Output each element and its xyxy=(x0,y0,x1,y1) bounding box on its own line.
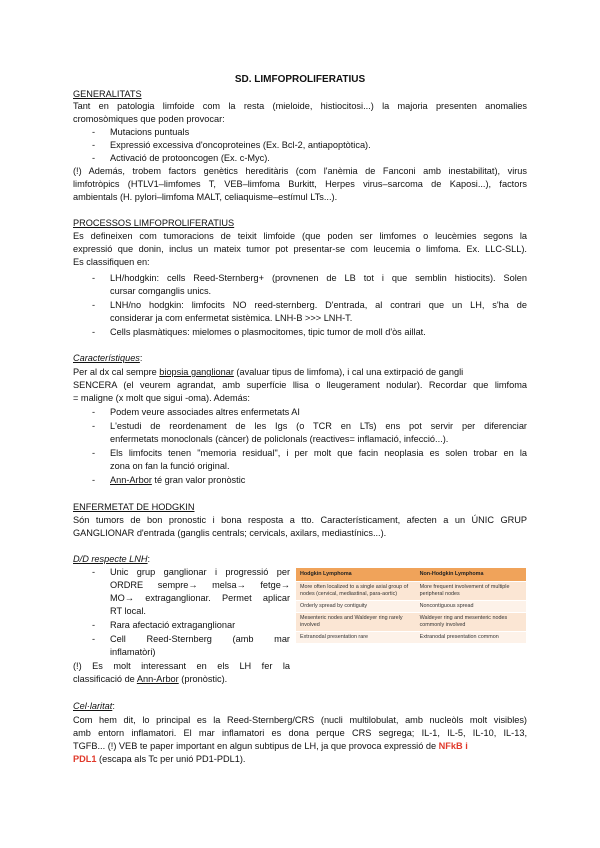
text-run: (avaluar tipus de limfoma), i cal una extirpació de gangli xyxy=(233,367,464,377)
paragraph-line: Tant en patologia limfoide com la resta (mieloide, histiocitosi...) la majoria presenten anomalies xyxy=(73,101,527,111)
bullet-marker: - xyxy=(92,567,96,577)
subsection-heading-dd xyxy=(73,553,150,566)
list-item: Unic grup ganglionar i progressió per xyxy=(110,567,290,577)
table-row xyxy=(296,613,526,632)
text-run: (pronòstic). xyxy=(178,674,228,684)
list-item-continuation: cursar comganglis unics. xyxy=(110,286,212,296)
table-row xyxy=(296,582,526,601)
subsection-heading-cellularitat xyxy=(73,700,115,713)
hodgkin-vs-nonhodgkin-table xyxy=(296,568,526,643)
bullet-marker: - xyxy=(92,475,96,485)
list-item: Mutacions puntuals xyxy=(110,127,190,137)
list-item-continuation: enfermetats monoclonals (càncer) de policlonals (reactives= inflamació, infecció...). xyxy=(110,434,449,444)
heading-colon: : xyxy=(112,701,115,711)
section-heading-processos: PROCESSOS LIMFOPROLIFERATIUS xyxy=(73,218,235,228)
paragraph-line: amb entorn inflamatori. El mar inflamatori es dona perque CRS segrega; IL-1, IL-5, IL-10, IL-13, xyxy=(73,728,527,738)
paragraph-line: GANGLIONAR d'entrada (ganglis centrals; cervicals, axilars, mediastínics...). xyxy=(73,528,387,538)
ann-arbor-link[interactable]: Ann-Arbor xyxy=(136,674,179,684)
table-cell: Extranodal presentation common xyxy=(416,632,526,644)
text-run: classificació de xyxy=(73,674,137,684)
bullet-marker: - xyxy=(92,327,96,337)
paragraph-line: expressió que donin, inclus un mateix tumor pot presentar-se com leucemia o limfoma. Ex. LLC-SLL). xyxy=(73,244,527,254)
bullet-marker: - xyxy=(92,140,96,150)
subsection-heading-caracteristiques xyxy=(73,352,142,365)
table-header-cell: Hodgkin Lymphoma xyxy=(296,568,416,582)
text-run: TGFB... (!) VEB te paper important en algun subtipus de LH, ja que provoca expressió de xyxy=(73,741,439,751)
list-item xyxy=(110,474,245,487)
list-item: Rara afectació extraganglionar xyxy=(110,620,236,630)
document-title: SD. LIMFOPROLIFERATIUS xyxy=(234,74,366,85)
text-run: (escapa als Tc per unió PD1-PDL1). xyxy=(96,754,246,764)
table-row xyxy=(296,601,526,613)
paragraph-line: limfotròpics (HTLV1–limfomes T, VEB–limfoma Burkitt, Herpes virus–sarcoma de Kaposi...), factors xyxy=(73,179,527,189)
paragraph-line xyxy=(73,366,527,379)
paragraph-line: cromosòmiques que poden provocar: xyxy=(73,114,225,124)
paragraph-line xyxy=(73,673,227,686)
table-cell: Waldeyer ring and mesenteric nodes commonly involved xyxy=(416,613,526,632)
table-cell: Extranodal presentation rare xyxy=(296,632,416,644)
bullet-marker: - xyxy=(92,407,96,417)
paragraph-line: Són tumors de bon pronostic i bona resposta a tto. Característicament, afecten a un ÚNIC GRUP xyxy=(73,515,527,525)
list-item: Podem veure associades altres enfermetats AI xyxy=(110,407,300,417)
paragraph-line: Es classifiquen en: xyxy=(73,257,150,267)
bullet-marker: - xyxy=(92,634,96,644)
text-run: té gran valor pronòstic xyxy=(151,475,246,485)
bullet-marker: - xyxy=(92,153,96,163)
heading-text: D/D respecte LNH xyxy=(73,554,148,564)
table-cell: More frequent involvement of multiple peripheral nodes xyxy=(416,582,526,601)
list-item-continuation: ORDRE sempre→ melsa→ fetge→ xyxy=(110,580,290,590)
bullet-marker: - xyxy=(92,273,96,283)
heading-colon: : xyxy=(139,353,143,363)
paragraph-line: (!) Además, trobem factors genètics hereditàris (com l'anèmia de Fanconi amb inestabilitat), virus xyxy=(73,166,527,176)
table-cell: Mesenteric nodes and Waldeyer ring rarely involved xyxy=(296,613,416,632)
list-item-continuation: inflamatòri) xyxy=(110,647,156,657)
list-item: LH/hodgkin: cells Reed-Sternberg+ (provnenen de LB tot i que semblin histiocits). Solen xyxy=(110,273,527,283)
list-item: Els limfocits tenen "memoria residual", i per molt que facin neoplasia es solen trobar en la xyxy=(110,448,527,458)
highlight-text: NFkB i xyxy=(438,741,468,751)
paragraph-line: = maligne (x molt que sigui -oma). Además: xyxy=(73,393,250,403)
table-cell: Noncontiguous spread xyxy=(416,601,526,613)
list-item-continuation: considerar ja com enfermetat sistèmica. LNH-B >>> LNH-T. xyxy=(110,313,353,323)
biopsia-link[interactable]: biopsia ganglionar xyxy=(159,367,234,377)
bullet-marker: - xyxy=(92,421,96,431)
list-item-continuation: MO→ extraganglionar. Permet aplicar xyxy=(110,593,290,603)
list-item: L'estudi de reordenament de les Igs (o TCR en LTs) ens pot servir per diferenciar xyxy=(110,421,527,431)
paragraph-line: (!) Es molt interessant en els LH fer la xyxy=(73,661,290,671)
table-row xyxy=(296,632,526,644)
highlight-text: PDL1 xyxy=(73,754,97,764)
list-item: LNH/no hodgkin: limfocits NO reed-sternberg. D'entrada, al contrari que un LH, s'ha de xyxy=(110,300,527,310)
heading-colon: : xyxy=(147,554,151,564)
list-item-continuation: zona on fan la funció original. xyxy=(110,461,230,471)
list-item: Cells plasmàtiques: mielomes o plasmocitomes, tipic tumor de moll d'òs aillat. xyxy=(110,327,426,337)
section-heading-generalitats: GENERALITATS xyxy=(73,89,142,99)
paragraph-line xyxy=(73,740,527,753)
table-header-row xyxy=(296,568,526,582)
list-item-continuation: RT local. xyxy=(110,606,146,616)
ann-arbor-link[interactable]: Ann-Arbor xyxy=(110,475,152,485)
paragraph-line: ambientals (H. pylori–limfoma MALT, celiaquisme–estímul LTs...). xyxy=(73,192,338,202)
table-cell: More often localized to a single axial group of nodes (cervical, mediastinal, para-aortic) xyxy=(296,582,416,601)
text-run: Per al dx cal sempre xyxy=(73,367,160,377)
bullet-marker: - xyxy=(92,127,96,137)
paragraph-line xyxy=(73,753,245,766)
bullet-marker: - xyxy=(92,448,96,458)
paragraph-line: SENCERA (el veurem agrandat, amb superfície llisa o lleugerament nodular). Recordar que limfoma xyxy=(73,380,527,390)
list-item: Expressió excessiva d'oncoproteines (Ex. Bcl-2, antiapoptòtica). xyxy=(110,140,371,150)
list-item: Activació de protooncogen (Ex. c-Myc). xyxy=(110,153,270,163)
table-header-cell: Non-Hodgkin Lymphoma xyxy=(416,568,526,582)
paragraph-line: Es defineixen com tumoracions de teixit limfoide (que poden ser limfomes o leucèmies segons la xyxy=(73,231,527,241)
heading-text: Cel·laritat xyxy=(73,701,113,711)
table-cell: Orderly spread by contiguity xyxy=(296,601,416,613)
bullet-marker: - xyxy=(92,620,96,630)
bullet-marker: - xyxy=(92,300,96,310)
heading-text: Característiques xyxy=(73,353,140,363)
section-heading-hodgkin: ENFERMETAT DE HODGKIN xyxy=(73,502,195,512)
list-item: Cell Reed-Sternberg (amb mar xyxy=(110,634,290,644)
paragraph-line: Com hem dit, lo principal es la Reed-Sternberg/CRS (nucli multilobulat, amb nucleòls molt visibles) xyxy=(73,715,527,725)
